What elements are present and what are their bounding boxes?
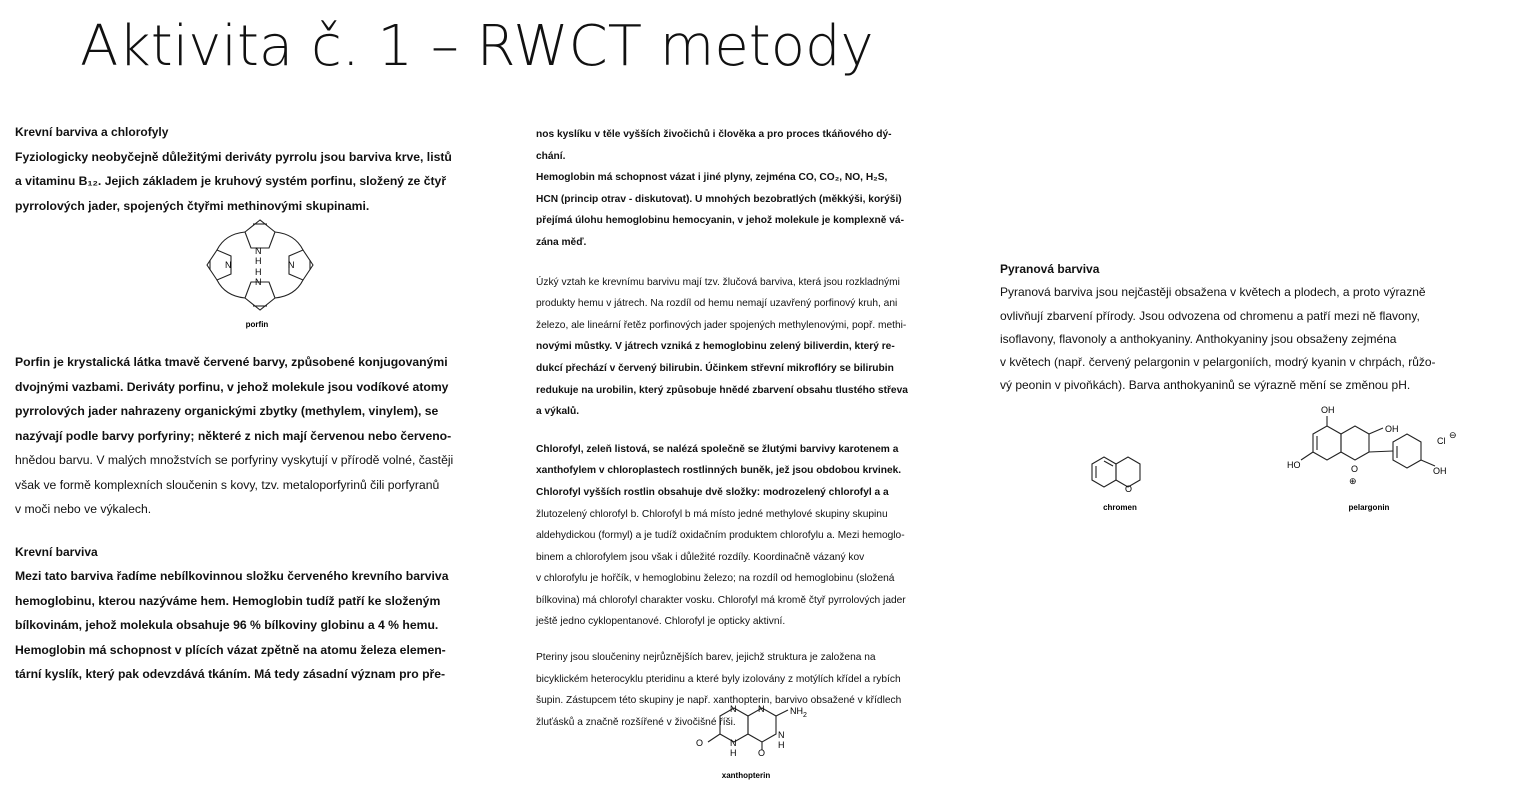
text-line: bicyklickém heterocyklu pteridinu a které byly izolovány z motýlích křídel a rybích	[536, 673, 901, 685]
svg-text:OH: OH	[1321, 405, 1335, 415]
svg-text:O: O	[1351, 464, 1359, 474]
heading-krevni-barviva-a-chlorofyly: Krevní barviva a chlorofyly	[15, 125, 169, 139]
spacer	[536, 633, 960, 647]
chromen-label: chromen	[1103, 503, 1137, 512]
svg-text:N: N	[758, 704, 765, 714]
text-line: v květech (např. červený pelargonin v pelargoniích, modrý kyanin v chrpách, růžo-	[1000, 355, 1436, 370]
pelargonin-label: pelargonin	[1348, 503, 1390, 512]
text-line: železo, ale lineární řetěz porfinových jader spojených methylenovými, popř. methi-	[536, 319, 907, 331]
text-line: šupin. Zástupcem této skupiny je např. xanthopterin, barvivo obsažené v křídlech	[536, 695, 902, 707]
text-line: HCN (princip otrav - diskutovat). U mnohých bezobratlých (měkkýši, korýši)	[536, 193, 902, 205]
text-line: Porfin je krystalická látka tmavě červené barvy, způsobené konjugovanými	[15, 355, 448, 369]
svg-text:H: H	[730, 748, 737, 758]
text-line: binem a chlorofylem jsou však i důležité rozdíly. Koordinačně vázaný kov	[536, 551, 865, 563]
svg-text:N: N	[730, 738, 737, 748]
text-line: bílkovinám, jehož molekula obsahuje 96 % bílkoviny globinu a 4 % hemu.	[15, 618, 439, 632]
text-line: zána měď.	[536, 236, 587, 248]
text-line: redukuje na urobilin, který způsobuje hnědé zbarvení obsahu tlustého střeva	[536, 384, 908, 396]
text-line: žluťásků a značně rozšířené v živočišné říši.	[536, 716, 736, 728]
text-line: ovlivňují zbarvení přírody. Jsou odvozena od chromenu a patří mezi ně flavony,	[1000, 308, 1420, 323]
text-line: chání.	[536, 150, 566, 162]
svg-text:H: H	[255, 256, 262, 266]
svg-text:N: N	[778, 730, 785, 740]
text-line: dvojnými vazbami. Deriváty porfinu, v jehož molekule jsou vodíkové atomy	[15, 379, 449, 394]
svg-text:N: N	[225, 260, 232, 270]
text-line: a výkalů.	[536, 406, 580, 418]
column-left	[15, 120, 497, 687]
text-line: pyrrolových jader, spojených čtyřmi methinovými skupinami.	[15, 198, 370, 213]
text-line: a vitaminu B₁₂. Jejich základem je kruhový systém porfinu, složený ze čtyř	[15, 174, 447, 188]
svg-text:O: O	[758, 748, 766, 758]
text-line: nazývají podle barvy porfyriny; některé z nich mají červenou nebo červeno-	[15, 428, 452, 443]
text-line: Úzký vztah ke krevnímu barvivu mají tzv. žlučová barviva, která jsou rozkladnými	[536, 276, 900, 288]
pelargonin-structure	[1285, 402, 1475, 516]
svg-text:⊖: ⊖	[1449, 430, 1457, 440]
porfin-structure	[195, 212, 325, 334]
svg-text:Cl: Cl	[1437, 436, 1446, 446]
spacer	[536, 254, 960, 272]
text-line: však ve formě komplexních sloučenin s kovy, tzv. metaloporfyrinů čili porfyranů	[15, 477, 440, 492]
chromen-structure	[1080, 450, 1170, 516]
text-line: Pyranová barviva jsou nejčastěji obsažena v květech a plodech, a proto výrazně	[1000, 285, 1426, 300]
heading-pyranova-barviva: Pyranová barviva	[1000, 262, 1100, 276]
slide-title: Aktivita č. 1 – RWCT metody	[80, 14, 874, 79]
heading-krevni-barviva: Krevní barviva	[15, 544, 98, 559]
text-line: hemoglobinu, kterou nazýváme hem. Hemoglobin tudíž patří ke složeným	[15, 593, 441, 608]
text-line: Fyziologicky neobyčejně důležitými deriváty pyrrolu jsou barviva krve, listů	[15, 149, 452, 164]
text-line: Chlorofyl vyšších rostlin obsahuje dvě složky: modrozelený chlorofyl a a	[536, 486, 889, 498]
svg-text:HO: HO	[1287, 460, 1301, 470]
text-line: hnědou barvu. V malých množstvích se porfyriny vyskytují v přírodě volné, častěji	[15, 453, 454, 467]
text-line: v chlorofylu je hořčík, v hemoglobinu železo; na rozdíl od hemoglobinu (složená	[536, 573, 895, 585]
text-line: produkty hemu v játrech. Na rozdíl od hemu nemají uzavřený porfinový kruh, ani	[536, 298, 898, 310]
svg-text:OH: OH	[1433, 466, 1447, 476]
svg-text:H: H	[255, 267, 262, 277]
text-line: Hemoglobin má schopnost vázat i jiné plyny, zejména CO, CO₂, NO, H₂S,	[536, 172, 888, 184]
text-line: vý peonin v pivoňkách). Barva anthokyaninů se výrazně mění se změnou pH.	[1000, 378, 1411, 393]
text-line: Mezi tato barviva řadíme nebílkovinnou složku červeného krevního barviva	[15, 569, 449, 583]
text-line: dukcí přechází v červený bilirubin. Účinkem střevní mikroflóry se bilirubin	[536, 362, 894, 374]
text-line: xanthofylem v chloroplastech rostlinných buněk, jež jsou obdobou krvinek.	[536, 465, 902, 477]
text-line: pyrrolových jader nahrazeny organickými zbytky (methylem, vinylem), se	[15, 404, 439, 418]
svg-text:NH2: $NH_2$	[790, 706, 807, 719]
svg-text:O: O	[1125, 484, 1133, 494]
svg-text:OH: OH	[1385, 424, 1399, 434]
text-line: Chlorofyl, zeleň listová, se nalézá společně se žlutými barvivy karotenem a	[536, 443, 899, 455]
text-line: Pteriny jsou sloučeniny nejrůznějších barev, jejichž struktura je založena na	[536, 652, 876, 664]
text-line: v moči nebo ve výkalech.	[15, 502, 152, 516]
svg-text:N: N	[255, 277, 262, 287]
svg-text:N: N	[255, 246, 262, 256]
column-middle	[536, 124, 960, 733]
text-line: ještě jedno cyklopentanové. Chlorofyl je opticky aktivní.	[536, 616, 786, 628]
text-line: novými můstky. V játrech vzniká z hemoglobinu zelený biliverdin, který re-	[536, 341, 895, 353]
text-line: bílkovina) má chlorofyl charakter vosku. Chlorofyl má kromě čtyř pyrrolových jader	[536, 594, 906, 606]
text-line: isoflavony, flavonoly a anthokyaniny. Anthokyaniny jsou obsaženy zejména	[1000, 331, 1397, 346]
spacer	[15, 522, 497, 540]
text-line: přejímá úlohu hemoglobinu hemocyanin, v jehož molekule je komplexně vá-	[536, 215, 904, 227]
spacer	[536, 423, 960, 439]
text-line: žlutozelený chlorofyl b. Chlorofyl b má místo jedné methylové skupiny skupinu	[536, 508, 888, 520]
text-line: aldehydickou (formyl) a je tudíž oxidačním produktem chlorofylu a. Mezi hemoglo-	[536, 530, 905, 542]
svg-text:H: H	[778, 740, 785, 750]
column-right	[1000, 258, 1500, 398]
text-line: Hemoglobin má schopnost v plících vázat zpětně na atomu železa elemen-	[15, 642, 446, 657]
xanthopterin-structure	[690, 702, 820, 794]
svg-text:O: O	[696, 738, 704, 748]
text-line: tární kyslík, který pak odevzdává tkáním. Má tedy zásadní význam pro pře-	[15, 667, 446, 681]
svg-text:⊕: ⊕	[1349, 476, 1357, 486]
text-line: nos kyslíku v těle vyšších živočichů i člověka a pro proces tkáňového dý-	[536, 129, 892, 140]
xanthopterin-label: xanthopterin	[721, 771, 771, 780]
svg-text:N: N	[288, 260, 295, 270]
svg-text:N: N	[730, 704, 737, 714]
porfin-label: porfin	[245, 320, 269, 329]
